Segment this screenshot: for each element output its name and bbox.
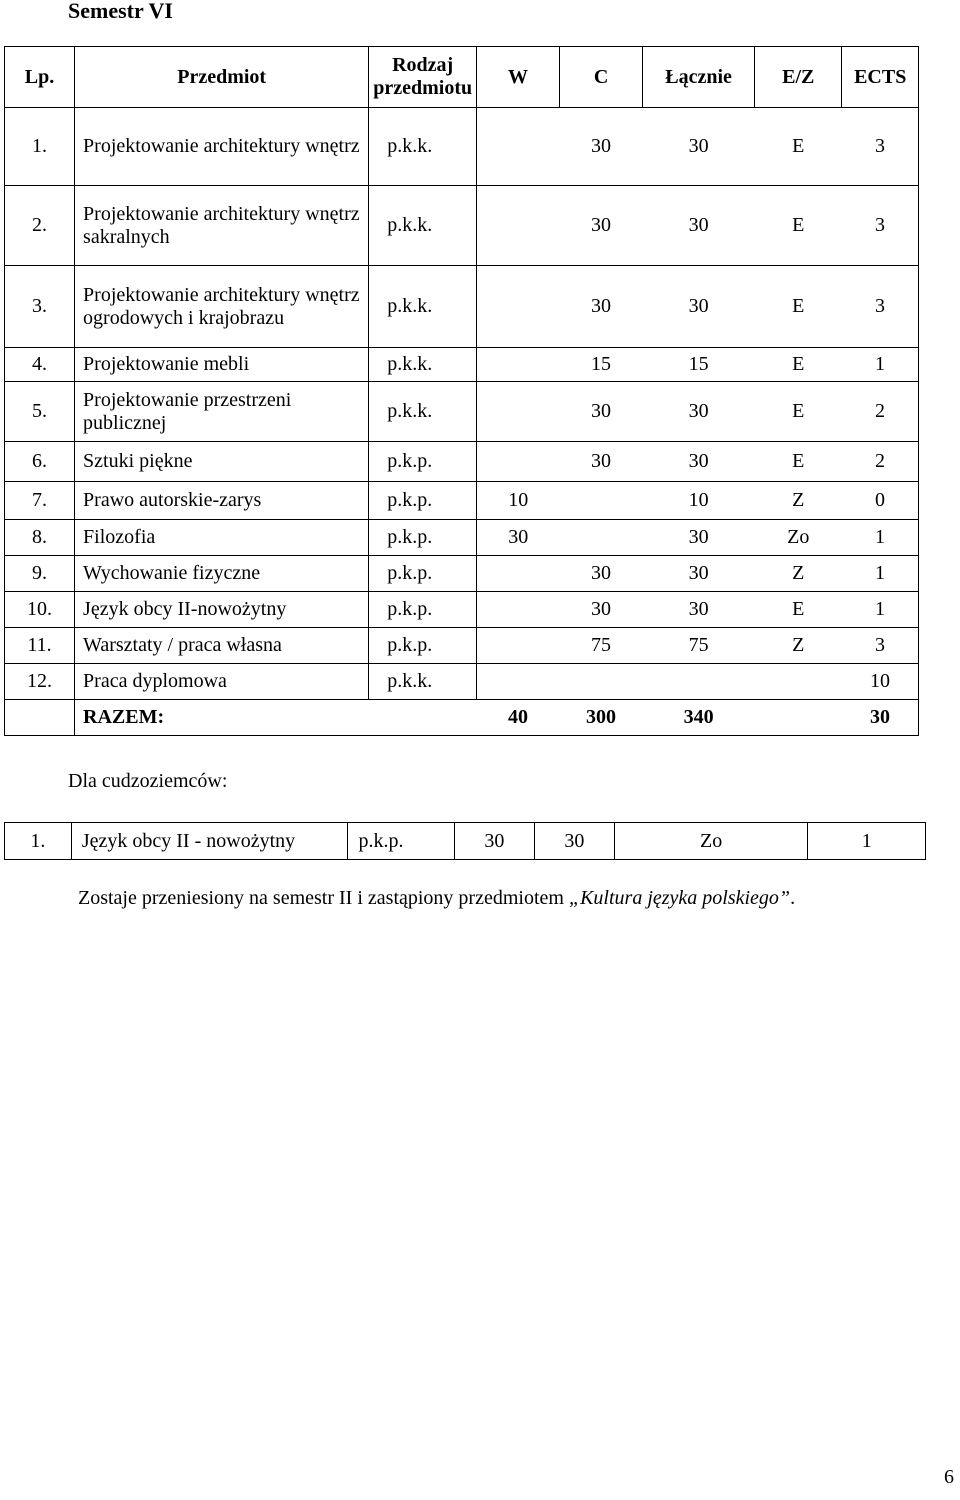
total-sum: 340 [643,700,755,736]
foreign-ez: Zo [614,823,808,860]
row-ez: E [755,592,842,628]
table-row [5,556,919,592]
table-row [5,592,919,628]
semester-title: Semestr VI [68,0,173,23]
total-ez-cell [755,700,842,736]
table-row [5,520,919,556]
table-row [5,442,919,482]
row-c: 30 [560,556,643,592]
row-kind: p.k.p. [369,442,477,482]
row-lp: 12. [5,664,75,700]
row-ects: 2 [842,442,919,482]
table-row [5,482,919,520]
row-w [477,628,560,664]
row-w [477,186,560,266]
row-ects: 0 [842,482,919,520]
header-kind: Rodzaj przedmiotu [369,47,477,108]
row-lp: 10. [5,592,75,628]
row-w: 30 [477,520,560,556]
header-total: Łącznie [643,47,755,108]
row-ects: 1 [842,556,919,592]
row-ez [755,664,842,700]
row-ez: E [755,442,842,482]
foreign-total: 30 [534,823,614,860]
row-ez: E [755,382,842,442]
row-ez: E [755,266,842,348]
row-subject: Projektowanie przestrzeni publicznej [75,382,369,442]
course-rows [5,108,919,700]
row-total: 30 [643,266,755,348]
total-label: RAZEM: [75,700,369,736]
row-ez: Z [755,482,842,520]
row-subject: Projektowanie architektury wnętrz sakralnych [75,186,369,266]
row-kind: p.k.p. [369,482,477,520]
table-row [5,186,919,266]
row-c [560,664,643,700]
header-w: W [477,47,560,108]
row-w [477,556,560,592]
row-ez: E [755,108,842,186]
row-w [477,664,560,700]
row-w: 10 [477,482,560,520]
header-lp: Lp. [5,47,75,108]
header-ez: E/Z [755,47,842,108]
row-c: 30 [560,592,643,628]
row-total: 30 [643,556,755,592]
row-w [477,592,560,628]
total-row [5,700,919,736]
row-subject: Język obcy II-nowożytny [75,592,369,628]
table-row [5,348,919,382]
row-total [643,664,755,700]
row-c: 30 [560,442,643,482]
foreign-row [5,823,926,860]
table-row [5,266,919,348]
row-kind: p.k.p. [369,592,477,628]
row-subject: Projektowanie architektury wnętrz [75,108,369,186]
row-total: 30 [643,520,755,556]
row-lp: 8. [5,520,75,556]
row-lp: 5. [5,382,75,442]
row-lp: 7. [5,482,75,520]
row-w [477,348,560,382]
row-w [477,442,560,482]
page-number: 6 [944,1466,954,1488]
row-kind: p.k.k. [369,108,477,186]
row-total: 30 [643,442,755,482]
row-lp: 6. [5,442,75,482]
table-header-row [5,47,919,108]
row-subject: Projektowanie architektury wnętrz ogrodowych i krajobrazu [75,266,369,348]
row-lp: 11. [5,628,75,664]
row-ez: E [755,348,842,382]
row-kind: p.k.k. [369,266,477,348]
row-kind: p.k.p. [369,556,477,592]
row-total: 10 [643,482,755,520]
row-lp: 4. [5,348,75,382]
row-ects: 3 [842,186,919,266]
header-ects: ECTS [842,47,919,108]
row-ez: Zo [755,520,842,556]
row-ects: 2 [842,382,919,442]
total-ects: 30 [842,700,919,736]
row-total: 30 [643,108,755,186]
row-subject: Warsztaty / praca własna [75,628,369,664]
row-lp: 9. [5,556,75,592]
table-row [5,664,919,700]
row-c [560,482,643,520]
row-subject: Prawo autorskie-zarys [75,482,369,520]
row-total: 75 [643,628,755,664]
row-subject: Praca dyplomowa [75,664,369,700]
row-subject: Wychowanie fizyczne [75,556,369,592]
row-lp: 1. [5,108,75,186]
row-ects: 3 [842,266,919,348]
foreign-lp: 1. [5,823,72,860]
row-c [560,520,643,556]
row-subject: Sztuki piękne [75,442,369,482]
row-total: 30 [643,382,755,442]
foreign-table [4,822,926,860]
row-c: 30 [560,186,643,266]
row-ez: Z [755,628,842,664]
row-c: 15 [560,348,643,382]
header-c: C [560,47,643,108]
note-text [78,887,795,910]
foreign-kind: p.k.p. [348,823,454,860]
row-kind: p.k.k. [369,382,477,442]
row-subject: Projektowanie mebli [75,348,369,382]
note-emphasis: „Kultura języka polskiego” [568,887,791,909]
row-kind: p.k.p. [369,520,477,556]
table-row [5,108,919,186]
total-lp-cell [5,700,75,736]
foreign-subject: Język obcy II - nowożytny [71,823,348,860]
total-c: 300 [560,700,643,736]
table-row [5,628,919,664]
row-c: 30 [560,266,643,348]
header-subject: Przedmiot [75,47,369,108]
row-total: 15 [643,348,755,382]
row-w [477,266,560,348]
row-ects: 1 [842,348,919,382]
row-w [477,108,560,186]
row-c: 75 [560,628,643,664]
table-row [5,382,919,442]
foreign-w: 30 [454,823,534,860]
row-ez: E [755,186,842,266]
row-ects: 10 [842,664,919,700]
row-ects: 3 [842,628,919,664]
row-w [477,382,560,442]
note-body: Zostaje przeniesiony na semestr II i zastąpiony przedmiotem [78,887,569,909]
row-ects: 1 [842,592,919,628]
foreign-ects: 1 [808,823,926,860]
row-total: 30 [643,186,755,266]
row-c: 30 [560,382,643,442]
row-kind: p.k.k. [369,186,477,266]
row-ects: 3 [842,108,919,186]
row-kind: p.k.k. [369,348,477,382]
row-ects: 1 [842,520,919,556]
foreign-section-title: Dla cudzoziemców: [68,770,228,792]
row-lp: 2. [5,186,75,266]
row-c: 30 [560,108,643,186]
row-ez: Z [755,556,842,592]
row-lp: 3. [5,266,75,348]
row-subject: Filozofia [75,520,369,556]
note-end: . [790,887,796,909]
row-kind: p.k.p. [369,628,477,664]
row-kind: p.k.k. [369,664,477,700]
total-kind-cell [369,700,477,736]
total-w: 40 [477,700,560,736]
course-table [4,46,919,736]
row-total: 30 [643,592,755,628]
